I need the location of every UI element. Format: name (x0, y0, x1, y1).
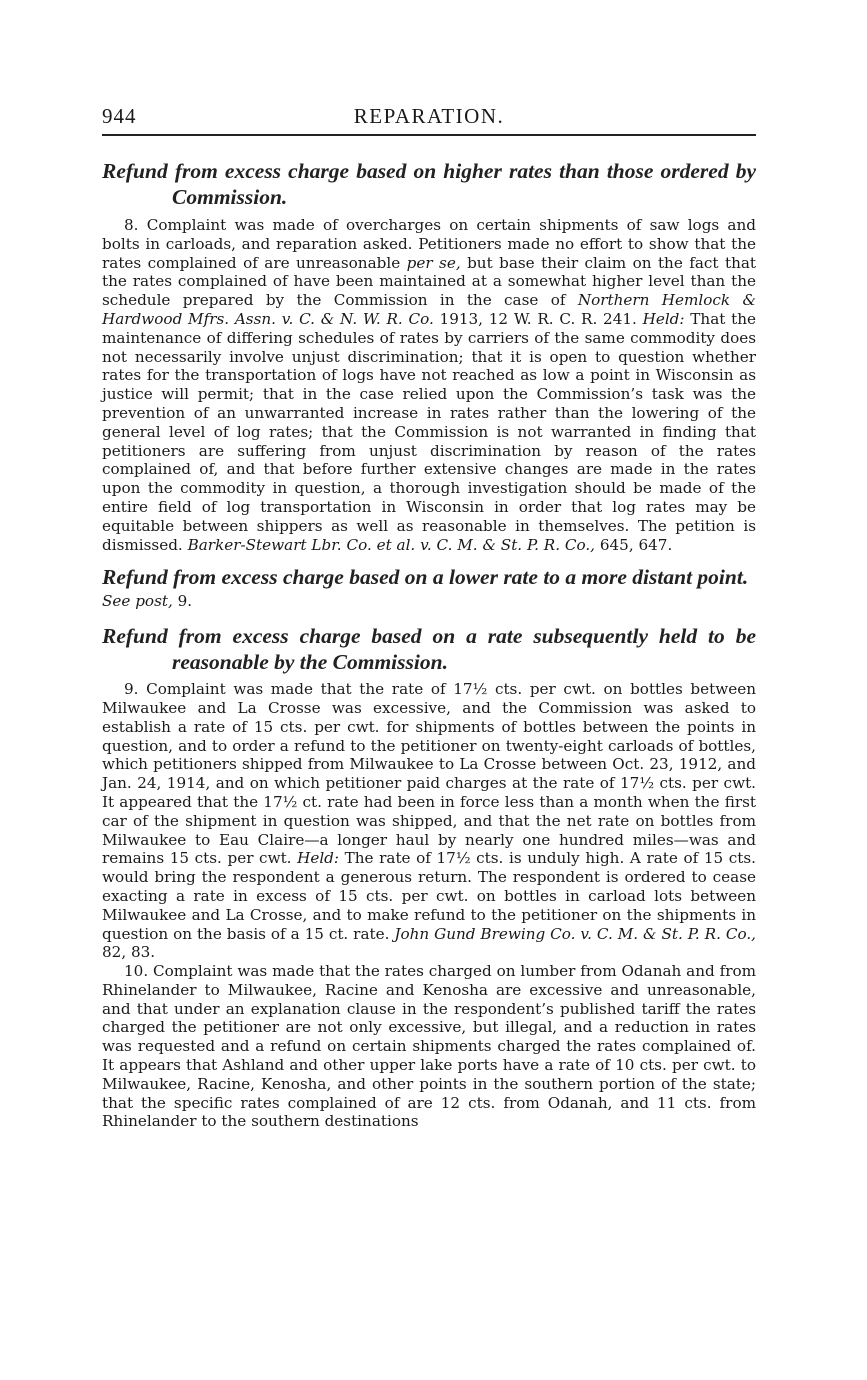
paragraph-9-text-1: 9. Complaint was made that the rate of 17½ cts. per cwt. on bottles between Milwaukee and La Crosse was excessive, and the Commission was asked to establish a rate of 15 cts. per cwt. for shipments of bottles between the points in question, and to order a refund to the petitioner on twenty-eight carloads of bottles, which petitioners shipped from Milwaukee to La Crosse between Oct. 23, 1912, and Jan. 24, 1914, and on which petitioner paid charges at the rate of 17½ cts. per cwt. It appeared that the 17½ ct. rate had been in force less than a month when the first car of the shipment in question was shipped, and that the net rate on bottles from Milwaukee to Eau Claire—a longer haul by nearly one hundred miles—was and remains 15 cts. per cwt. (102, 680, 756, 868)
paragraph-9-text-3: 82, 83. (102, 943, 156, 962)
paragraph-9 (102, 680, 756, 962)
cross-reference-see: See post, (102, 592, 173, 611)
running-header (102, 100, 756, 136)
paragraph-8-held: Held: (642, 309, 685, 328)
paragraph-8 (102, 216, 756, 554)
paragraph-10-text-1: 10. Complaint was made that the rates charged on lumber from Odanah and from Rhinelander to Milwaukee, Racine and Kenosha are excessive and unreasonable, and that under an explanation clause in the respondent’s published tariff the rates charged the petitioner are not only excessive, but illegal, and a reduction in rates was requested and a refund on certain shipments charged the rates complained of. It appears that Ashland and other upper lake ports have a rate of 10 cts. per cwt. to Milwaukee, Racine, Kenosha, and other points in the southern portion of the state; that the specific rates complained of are 12 cts. from Odanah, and 11 cts. from Rhinelander to the southern destinations (102, 962, 756, 1131)
paragraph-8-case-name: Barker-Stewart Lbr. Co. et al. v. C. M. & St. P. R. Co., (187, 535, 596, 554)
cross-reference (102, 592, 756, 611)
running-title: REPARATION. (353, 104, 505, 128)
paragraph-9-text-2: The rate of 17½ cts. is unduly high. A rate of 15 cts. would bring the respondent a generous return. The respondent is ordered to cease exacting a rate in excess of 15 cts. per cwt. on bottles in carload lots between Milwaukee and La Crosse, and to make refund to the petitioner on the shipments in question on the basis of a 15 ct. rate. (102, 849, 756, 943)
paragraph-8-text-1: 8. Complaint was made of overcharges on certain shipments of saw logs and bolts in carloads, and reparation asked. Petitioners made no effort to show that the rates complained of are unreasonable (102, 216, 756, 272)
document-page (102, 100, 756, 1131)
cross-reference-number: 9. (172, 592, 193, 611)
paragraph-8-text-4: That the maintenance of differing schedules of rates by carriers of the same commodity does not necessarily involve unjust discrimination; that it is open to question whether rates for the transportation of logs have not reached as low a point in Wisconsin as justice will permit; that in the case relied upon the Commission’s task was the prevention of an unwarranted increase in rates rather than the lowering of the general level of log rates; that the Commission is not warranted in finding that petitioners are suffering from unjust discrimination by reason of the rates complained of, and that before further extensive changes are made in the rates upon the commodity in question, a thorough investigation should be made of the entire field of log transportation in Wisconsin in order that log rates may be equitable between shippers as well as reasonable in themselves. The petition is dismissed. (102, 309, 756, 554)
paragraph-8-case-citation: Northern Hemlock & Hardwood Mfrs. Assn. v. C. & N. W. R. Co. (102, 291, 757, 328)
section-heading-higher-rates: Refund from excess charge based on higher rates than those ordered by Commission. (102, 159, 756, 209)
paragraph-8-text-2: but base their claim on the fact that the rates complained of have been maintained at a somewhat higher level than the schedule prepared by the Commission in the case of (102, 253, 757, 310)
paragraph-9-case-name: John Gund Brewing Co. v. C. M. & St. P. R. Co., (394, 924, 756, 943)
paragraph-8-text-5: 645, 647. (595, 535, 673, 554)
paragraph-8-italic-1: per se, (406, 253, 461, 272)
paragraph-9-held: Held: (297, 849, 340, 868)
paragraph-10 (102, 962, 756, 1131)
paragraph-8-text-3: 1913, 12 W. R. C. R. 241. (433, 309, 643, 328)
section-heading-lower-rate: Refund from excess charge based on a lower rate to a more distant point. (102, 565, 749, 590)
page-number: 944 (102, 104, 137, 128)
section-heading-subsequent-rate: Refund from excess charge based on a rate subsequently held to be reasonable by the Commission. (102, 624, 756, 675)
